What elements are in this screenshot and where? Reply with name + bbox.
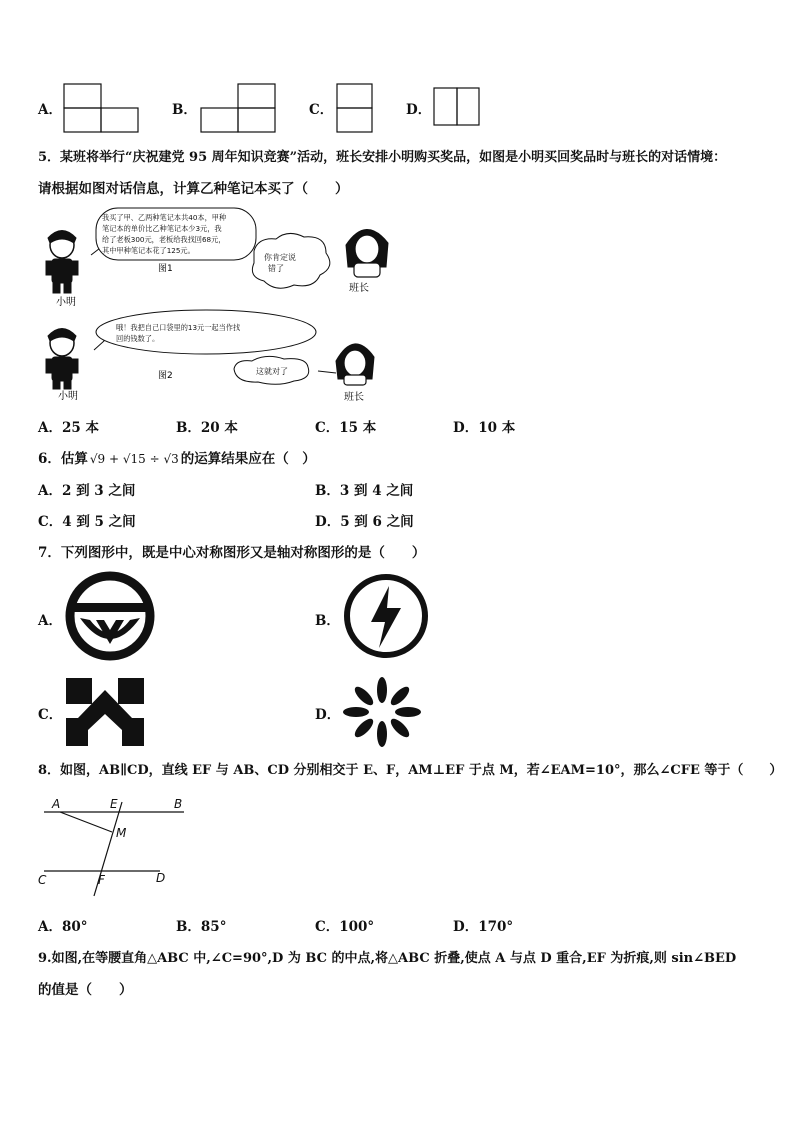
q6-stem-prefix: 6．估算 (38, 451, 88, 467)
q4-option-d-label: D． (406, 102, 432, 118)
q4-option-a-label: A． (38, 102, 62, 118)
q5-option-a: A．25 本 (38, 420, 99, 436)
q8-option-c: C．100° (315, 919, 375, 935)
q6-option-b: B．3 到 4 之间 (315, 483, 414, 499)
q4-option-d-figure (433, 87, 481, 127)
monitor-figure-2 (318, 344, 374, 385)
q4-option-b-figure (200, 83, 277, 133)
fig2-monitor-label: 班长 (344, 392, 364, 403)
q8-stem: 8．如图，AB∥CD，直线 EF 与 AB、CD 分别相交于 E、F，AM⊥EF 于点 M，若∠EAM=10°，那么∠CFE 等于（ ） (38, 763, 783, 778)
fig1-reply-text: 你肯定说 错了 (264, 253, 296, 273)
q7-option-d-flower-icon (340, 676, 424, 748)
monitor-figure-1 (346, 229, 388, 277)
q6-stem-suffix: 的运算结果应在（ ） (180, 451, 316, 467)
label-e: E (110, 797, 118, 811)
q4-option-b-label: B． (172, 102, 197, 118)
q7-option-c-figure (64, 676, 146, 748)
q6-expression: √9 + √15 ÷ √3 (89, 452, 179, 466)
fig2-speech-bubble (96, 310, 316, 354)
label-a: A (52, 797, 61, 811)
label-c: C (38, 873, 47, 887)
segment-am (60, 812, 112, 832)
q8-option-a: A．80° (38, 919, 88, 935)
fig1-bubble-text: 我买了甲、乙两种笔记本共40本，甲种 笔记本的单价比乙种笔记本少3元，我 给了老板300元，老板给我找回68元， 其中甲种笔记本花了125元。 (102, 213, 227, 255)
boy-figure-1 (46, 231, 78, 294)
q6-stem (38, 447, 316, 467)
q8-option-d: D．170° (453, 919, 514, 935)
fig2-bubble-text: 哦！我把自己口袋里的13元一起当作找 回的钱数了。 (116, 323, 241, 343)
q7-label-c: C． (38, 707, 63, 723)
label-b: B (174, 797, 183, 811)
q7-label-d: D． (315, 707, 341, 723)
q5-dialogue-figure (36, 205, 396, 410)
fig2-caption: 图2 (158, 371, 173, 381)
q6-option-a: A．2 到 3 之间 (38, 483, 136, 499)
q7-option-b-lightning-icon (339, 568, 433, 664)
q6-option-c: C．4 到 5 之间 (38, 514, 136, 530)
q8-option-b: B．85° (176, 919, 227, 935)
q5-stem-line2: 请根据如图对话信息，计算乙种笔记本买了（ ） (38, 181, 349, 197)
q9-stem-line2: 的值是（ ） (38, 982, 133, 998)
boy-figure-2 (46, 329, 78, 390)
q6-option-d: D．5 到 6 之间 (315, 514, 414, 530)
fig2-boy-label: 小明 (58, 391, 78, 402)
q7-label-a: A． (38, 613, 62, 629)
q5-stem-line1: 5．某班将举行“庆祝建党 95 周年知识竞赛”活动，班长安排小明购买奖品，如图是小明买回奖品时与班长的对话情境： (38, 150, 727, 165)
q5-option-d: D．10 本 (453, 420, 516, 436)
q7-option-a-logo (62, 568, 158, 664)
q5-option-c: C．15 本 (315, 420, 377, 436)
q7-stem: 7．下列图形中，既是中心对称图形又是轴对称图形的是（ ） (38, 545, 426, 561)
q9-stem-line1: 9.如图,在等腰直角△ABC 中,∠C=90°,D 为 BC 的中点,将△ABC 折叠,使点 A 与点 D 重合,EF 为折痕,则 sin∠BED (38, 951, 737, 966)
q7-label-b: B． (315, 613, 340, 629)
q5-option-b: B．20 本 (176, 420, 238, 436)
label-f: F (98, 873, 105, 887)
fig1-boy-label: 小明 (56, 297, 76, 308)
fig1-caption: 图1 (158, 264, 173, 274)
q4-option-a-figure (63, 83, 140, 133)
label-d: D (156, 871, 166, 885)
q4-option-c-figure (336, 83, 374, 133)
fig2-reply-text: 这就对了 (256, 367, 288, 376)
q4-option-c-label: C． (309, 102, 334, 118)
label-m: M (116, 826, 127, 840)
q8-geometry-figure (36, 792, 188, 898)
fig1-monitor-label: 班长 (349, 283, 369, 294)
